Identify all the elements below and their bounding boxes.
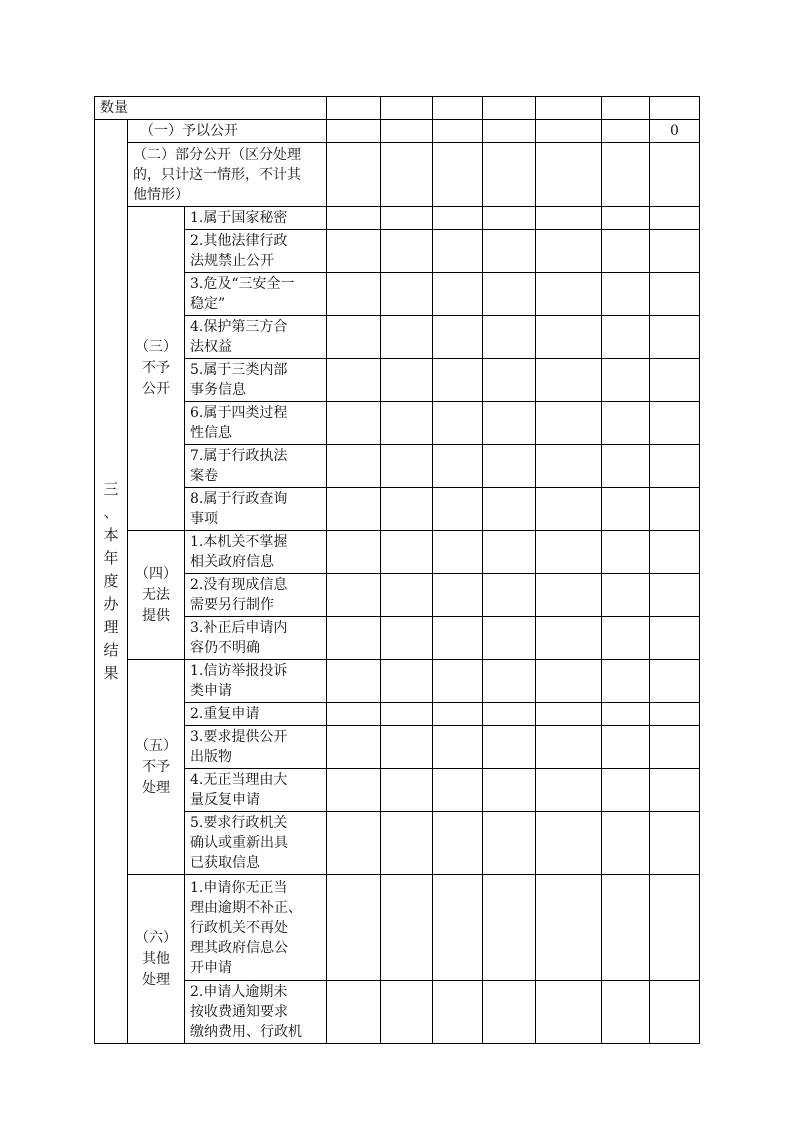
count-cell (327, 488, 381, 531)
count-cell (381, 812, 433, 875)
count-cell (650, 402, 700, 445)
count-cell (327, 574, 381, 617)
count-cell (650, 875, 700, 981)
count-cell (602, 273, 650, 316)
count-cell (602, 230, 650, 273)
count-cell (327, 402, 381, 445)
count-cell (650, 769, 700, 812)
cell-text-line: 1.本机关不掌握 (190, 534, 288, 550)
count-cell (650, 617, 700, 660)
quantity-row (95, 97, 700, 120)
count-cell (650, 488, 700, 531)
count-cell (433, 316, 483, 359)
count-cell (327, 316, 381, 359)
count-cell (483, 359, 536, 402)
cell-text-line: 2.没有现成信息 (190, 577, 288, 593)
count-cell (602, 445, 650, 488)
result-row (95, 617, 700, 660)
count-cell (483, 531, 536, 574)
count-cell (602, 660, 650, 703)
count-cell (602, 769, 650, 812)
count-cell (381, 316, 433, 359)
cell-text-line: 类申请 (190, 683, 232, 699)
count-cell (650, 230, 700, 273)
count-cell (650, 726, 700, 769)
count-cell (433, 981, 483, 1044)
item-label (185, 273, 327, 316)
result-row (95, 402, 700, 445)
count-cell (602, 875, 650, 981)
item-label (185, 726, 327, 769)
result-row (95, 574, 700, 617)
item-label (185, 617, 327, 660)
count-cell (483, 273, 536, 316)
count-cell (433, 875, 483, 981)
cell-text-line: 1.信访举报投诉 (190, 663, 288, 679)
count-cell (433, 812, 483, 875)
group-label (128, 531, 185, 660)
group-label (128, 207, 185, 531)
cell-text-line: 已获取信息 (190, 855, 260, 871)
item-label (185, 207, 327, 230)
group-label (128, 875, 185, 1044)
section-char: 度 (103, 572, 119, 590)
count-cell (433, 445, 483, 488)
count-cell (536, 981, 602, 1044)
cell-text-line: 确认或重新出具 (190, 835, 288, 851)
count-cell (381, 703, 433, 726)
count-cell (381, 769, 433, 812)
count-cell (433, 488, 483, 531)
count-cell (602, 143, 650, 207)
cell-text-line: 其他 (142, 950, 170, 967)
count-cell (483, 574, 536, 617)
count-cell (433, 574, 483, 617)
item-label (185, 875, 327, 981)
count-cell (483, 230, 536, 273)
result-row (95, 207, 700, 230)
count-cell (650, 207, 700, 230)
count-cell (536, 316, 602, 359)
cell-text-line: 2.重复申请 (190, 706, 260, 722)
cell-text-line: 2.申请人逾期未 (190, 984, 288, 1000)
item-label (185, 316, 327, 359)
cell-text-line: 开申请 (190, 959, 232, 976)
count-cell (650, 981, 700, 1044)
count-cell (483, 120, 536, 143)
count-cell (327, 359, 381, 402)
count-cell (433, 207, 483, 230)
count-cell (602, 488, 650, 531)
item-label (185, 574, 327, 617)
cell-text-line: 理其政府信息公 (190, 939, 288, 956)
cell-text-line: 法权益 (190, 339, 232, 355)
count-cell (381, 230, 433, 273)
cell-text-line: 缴纳费用、行政机 (190, 1024, 302, 1040)
cell-text-line: 的，只计这一情形，不计其 (133, 166, 301, 183)
section-char: 本 (103, 526, 119, 544)
count-cell (650, 273, 700, 316)
result-row (95, 488, 700, 531)
count-cell (381, 273, 433, 316)
result-row (95, 726, 700, 769)
cell-text-line: 出版物 (190, 749, 232, 765)
count-cell (602, 120, 650, 143)
result-row (95, 531, 700, 574)
cell-text-line: 需要另行制作 (190, 597, 274, 613)
count-cell (536, 531, 602, 574)
count-cell (327, 120, 381, 143)
count-cell (483, 445, 536, 488)
cell-text-line: 7.属于行政执法 (190, 448, 288, 464)
result-row (95, 359, 700, 402)
results-table (94, 96, 700, 1044)
count-cell (433, 402, 483, 445)
count-cell (483, 769, 536, 812)
cell-text-line: 公开 (142, 381, 170, 397)
count-cell (327, 207, 381, 230)
count-cell (536, 617, 602, 660)
count-cell (650, 574, 700, 617)
cell-text-line: 1.属于国家秘密 (190, 210, 288, 226)
cell-text-line: 4.保护第三方合 (190, 319, 288, 335)
count-cell (536, 273, 602, 316)
count-cell (433, 120, 483, 143)
count-cell (433, 703, 483, 726)
cell-text-line: 案卷 (190, 468, 218, 484)
count-cell (327, 273, 381, 316)
count-cell (602, 316, 650, 359)
cell-text-line: 处理 (142, 971, 170, 988)
count-cell (381, 359, 433, 402)
count-cell (433, 359, 483, 402)
count-cell (650, 660, 700, 703)
count-cell (483, 875, 536, 981)
count-cell (536, 660, 602, 703)
item-label (185, 445, 327, 488)
item-label (185, 703, 327, 726)
cell-text-line: （三） (135, 339, 177, 355)
count-cell (327, 703, 381, 726)
count-cell (483, 660, 536, 703)
count-cell (381, 120, 433, 143)
count-cell (602, 703, 650, 726)
count-cell (536, 812, 602, 875)
section-label (95, 120, 128, 1044)
count-cell (650, 445, 700, 488)
count-cell (536, 875, 602, 981)
cell-text-line: 事项 (190, 511, 218, 527)
result-row (95, 703, 700, 726)
count-cell (381, 402, 433, 445)
count-cell (381, 143, 433, 207)
count-cell (433, 617, 483, 660)
count-cell (381, 660, 433, 703)
count-cell (483, 812, 536, 875)
count-cell (483, 488, 536, 531)
quantity-label: 数量 (95, 97, 327, 120)
count-cell (536, 726, 602, 769)
cell-text-line: 相关政府信息 (190, 554, 274, 570)
count-cell (602, 207, 650, 230)
count-cell (327, 981, 381, 1044)
count-cell: 0 (650, 120, 700, 143)
cell-text-line: 2.其他法律行政 (190, 233, 288, 249)
section-char: 理 (103, 618, 119, 636)
count-cell (327, 617, 381, 660)
count-cell (536, 574, 602, 617)
result-row (95, 445, 700, 488)
count-cell (483, 981, 536, 1044)
count-cell (483, 726, 536, 769)
cell-text-line: 3.要求提供公开 (190, 729, 288, 745)
cell-text-line: 事务信息 (190, 382, 246, 398)
cell-text-line: 稳定” (190, 296, 226, 312)
count-cell (650, 316, 700, 359)
count-cell (536, 769, 602, 812)
result-row (95, 230, 700, 273)
item-label (185, 402, 327, 445)
count-cell (327, 726, 381, 769)
section-char: 办 (103, 595, 119, 613)
count-cell (536, 488, 602, 531)
cell-text-line: （六） (135, 929, 177, 946)
count-cell (381, 726, 433, 769)
cell-text-line: 不予 (142, 758, 170, 775)
count-cell (483, 207, 536, 230)
count-cell (433, 660, 483, 703)
item-label (185, 359, 327, 402)
result-row (95, 875, 700, 981)
cell-text-line: 性信息 (190, 425, 232, 441)
cell-text-line: 1.申请你无正当 (190, 879, 288, 896)
count-cell (650, 531, 700, 574)
cell-text-line: 行政机关不再处 (190, 919, 288, 936)
count-cell (327, 875, 381, 981)
count-cell (433, 726, 483, 769)
count-cell (536, 402, 602, 445)
count-cell (602, 359, 650, 402)
count-cell (602, 726, 650, 769)
cell-text-line: 容仍不明确 (190, 640, 260, 656)
count-cell (536, 207, 602, 230)
count-cell (381, 875, 433, 981)
cell-text-line: 不予 (142, 360, 170, 376)
cell-text-line: 6.属于四类过程 (190, 405, 288, 421)
result-row (95, 316, 700, 359)
count-cell (327, 531, 381, 574)
cell-text-line: 理由逾期不补正、 (190, 899, 302, 916)
cell-text-line: 按收费通知要求 (190, 1004, 288, 1020)
count-cell (536, 445, 602, 488)
count-cell (327, 660, 381, 703)
count-cell (433, 143, 483, 207)
count-cell (602, 617, 650, 660)
cell-text-line: （五） (135, 737, 177, 754)
count-cell (650, 703, 700, 726)
cell-text-line: 法规禁止公开 (190, 253, 274, 269)
count-cell (602, 574, 650, 617)
count-cell (650, 143, 700, 207)
result-row (95, 981, 700, 1044)
result-row (95, 769, 700, 812)
result-row (95, 120, 700, 143)
item-label (185, 660, 327, 703)
count-cell (536, 230, 602, 273)
count-cell (381, 574, 433, 617)
count-cell (650, 359, 700, 402)
result-row (95, 660, 700, 703)
count-cell (483, 143, 536, 207)
cell-text-line: （二）部分公开（区分处理 (133, 146, 301, 163)
cell-text-line: 处理 (142, 779, 170, 796)
count-cell (536, 143, 602, 207)
count-cell (602, 531, 650, 574)
count-cell (602, 812, 650, 875)
row-label (128, 143, 327, 207)
cell-text-line: 他情形） (133, 186, 189, 203)
cell-text-line: 量反复申请 (190, 792, 260, 808)
cell-text-line: 4.无正当理由大 (190, 772, 288, 788)
count-cell (602, 981, 650, 1044)
count-cell (381, 488, 433, 531)
count-cell (433, 273, 483, 316)
group-label (128, 660, 185, 875)
count-cell (536, 120, 602, 143)
section-char: 年 (103, 549, 119, 567)
cell-text-line: 8.属于行政查询 (190, 491, 288, 507)
item-label (185, 981, 327, 1044)
count-cell (381, 981, 433, 1044)
count-cell (327, 812, 381, 875)
section-char: 结 (103, 641, 119, 659)
result-row (95, 812, 700, 875)
item-label (185, 812, 327, 875)
count-cell (381, 531, 433, 574)
cell-text-line: 5.属于三类内部 (190, 362, 288, 378)
count-cell (433, 531, 483, 574)
count-cell (483, 316, 536, 359)
count-cell (381, 445, 433, 488)
cell-text-line: 5.要求行政机关 (190, 815, 288, 831)
count-cell (483, 703, 536, 726)
section-char: 果 (103, 664, 119, 682)
section-char: 三 (103, 480, 119, 498)
row-label: （一）予以公开 (128, 120, 327, 143)
count-cell (327, 143, 381, 207)
cell-text-line: 3.补正后申请内 (190, 620, 288, 636)
count-cell (327, 445, 381, 488)
item-label (185, 230, 327, 273)
count-cell (327, 769, 381, 812)
count-cell (433, 769, 483, 812)
count-cell (483, 617, 536, 660)
cell-text-line: （四） (135, 565, 177, 582)
count-cell (650, 812, 700, 875)
result-row (95, 273, 700, 316)
count-cell (483, 402, 536, 445)
cell-text-line: 3.危及“三安全一 (190, 276, 295, 292)
count-cell (536, 359, 602, 402)
count-cell (381, 207, 433, 230)
count-cell (602, 402, 650, 445)
count-cell (327, 230, 381, 273)
count-cell (536, 703, 602, 726)
count-cell (433, 230, 483, 273)
item-label (185, 488, 327, 531)
section-char: 、 (103, 503, 119, 521)
count-cell (381, 617, 433, 660)
item-label (185, 769, 327, 812)
cell-text-line: 无法 (142, 586, 170, 603)
item-label (185, 531, 327, 574)
result-row (95, 143, 700, 207)
cell-text-line: 提供 (142, 607, 170, 624)
